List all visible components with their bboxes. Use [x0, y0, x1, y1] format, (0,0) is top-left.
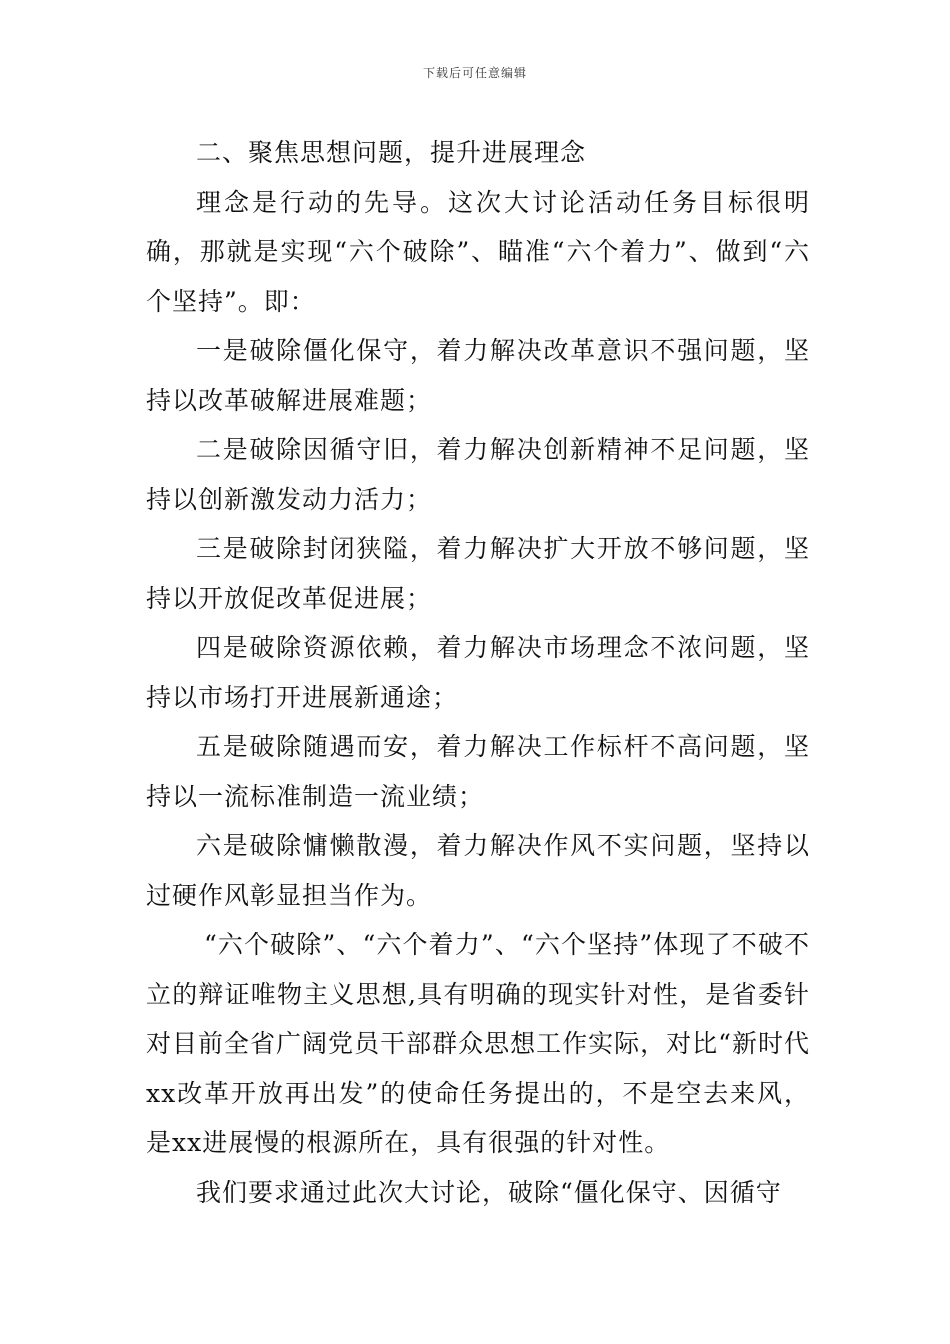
section-heading: 二、聚焦思想问题，提升进展理念 [196, 138, 587, 167]
paragraph-item-5: 五是破除随遇而安，着力解决工作标杆不高问题，坚持以一流标准制造一流业绩； [146, 732, 810, 811]
paragraph-continuation: 我们要求通过此次大讨论，破除“僵化保守、因循守 [196, 1177, 782, 1207]
paragraph-intro: 理念是行动的先导。这次大讨论活动任务目标很明确，那就是实现“六个破除”、瞄准“六个着力”、做到“六个坚持”。即： [146, 187, 810, 316]
page-header-note: 下载后可任意编辑 [422, 66, 527, 80]
paragraph-item-4: 四是破除资源依赖，着力解决市场理念不浓问题，坚持以市场打开进展新通途； [146, 633, 810, 712]
paragraph-item-3: 三是破除封闭狭隘，着力解决扩大开放不够问题，坚持以开放促改革促进展； [146, 534, 810, 613]
paragraph-item-2: 二是破除因循守旧，着力解决创新精神不足问题，坚持以创新激发动力活力； [146, 435, 810, 514]
paragraph-analysis: “六个破除”、“六个着力”、“六个坚持”体现了不破不立的辩证唯物主义思想,具有明确的现实针对性，是省委针对目前全省广阔党员干部群众思想工作实际，对比“新时代xx改革开放再出发”的使命任务提出的，不是空去来风，是xx进展慢的根源所在，具有很强的针对性。 [146, 930, 810, 1157]
paragraph-item-1: 一是破除僵化保守，着力解决改革意识不强问题，坚持以改革破解进展难题； [146, 336, 810, 415]
document-body [146, 128, 810, 1217]
paragraph-item-6: 六是破除慵懒散漫，着力解决作风不实问题，坚持以过硬作风彰显担当作为。 [146, 831, 810, 910]
